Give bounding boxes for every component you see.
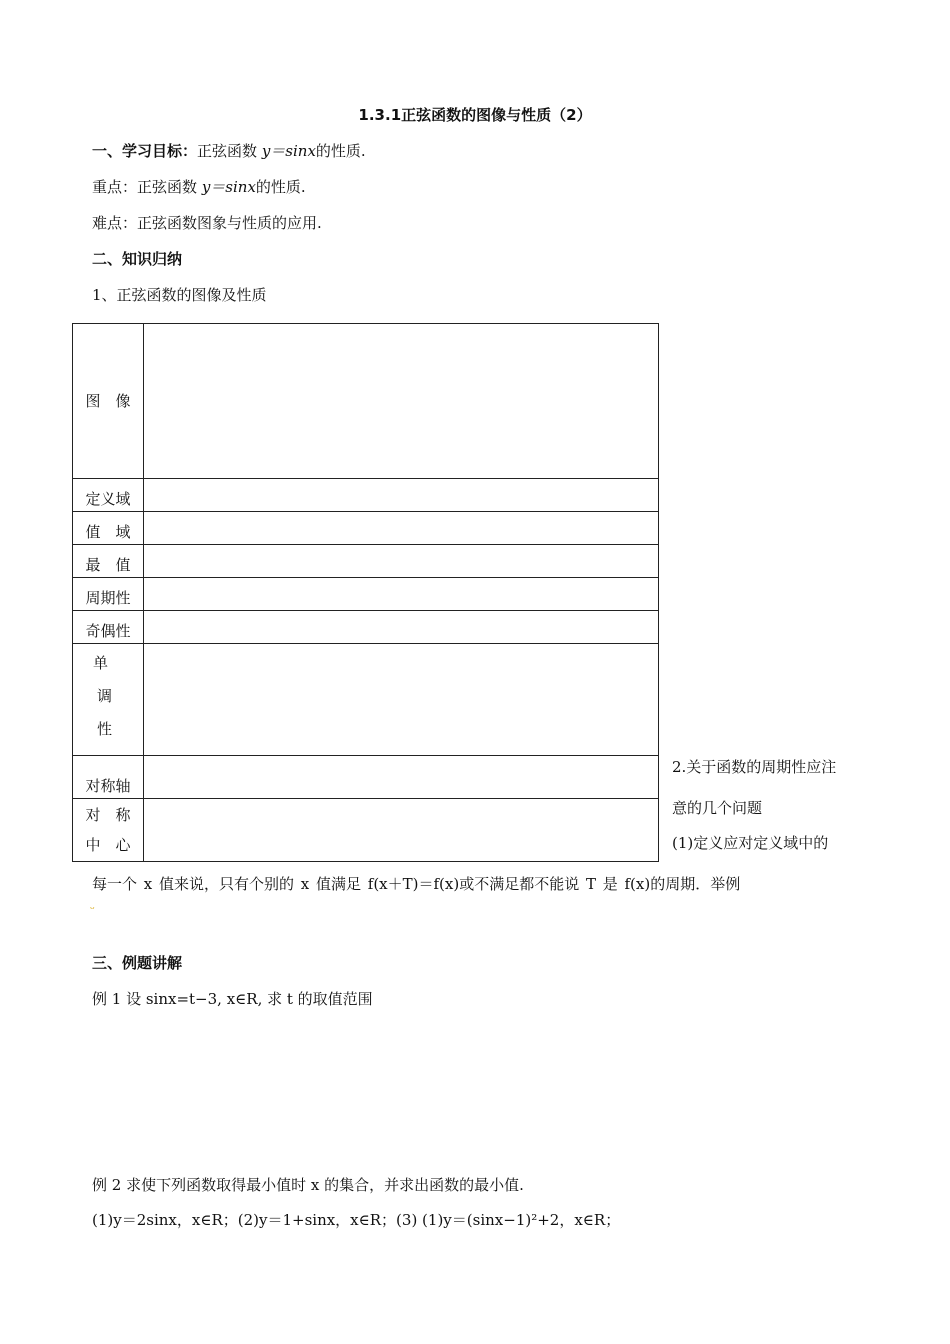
example-2-line-1: 例 2 求使下列函数取得最小值时 x 的集合，并求出函数的最小值. — [92, 1176, 524, 1194]
row-label-monotonicity — [73, 644, 144, 756]
row-label-extremum: 最 值 — [73, 545, 144, 578]
learning-goal — [92, 140, 366, 161]
key-point-formula: y＝sinx — [201, 178, 256, 196]
label-char: 性 — [97, 720, 113, 738]
note-line-4: 每一个 x 值来说，只有个别的 x 值满足 f(x＋T)＝f(x)或不满足都不能说 T 是 f(x)的周期．举例 — [92, 875, 741, 893]
label-char: 调 — [97, 687, 113, 705]
row-label-parity: 奇偶性 — [73, 611, 144, 644]
table-row — [73, 512, 659, 545]
example-1: 例 1 设 sinx=t−3, x∈R, 求 t 的取值范围 — [92, 990, 373, 1008]
row-label-range: 值 域 — [73, 512, 144, 545]
learning-goal-formula: y＝sinx — [261, 142, 316, 160]
cell-symmetry-center — [144, 799, 659, 862]
cell-extremum — [144, 545, 659, 578]
cell-range — [144, 512, 659, 545]
difficulty-label: 难点： — [92, 214, 138, 232]
note-line-2: 意的几个问题 — [672, 799, 763, 817]
revision-mark-icon: ᵕ — [90, 902, 95, 916]
row-label-domain: 定义域 — [73, 479, 144, 512]
table-row — [73, 756, 659, 799]
note-line-1: 2.关于函数的周期性应注 — [672, 758, 837, 776]
table-row — [73, 799, 659, 862]
cell-monotonicity — [144, 644, 659, 756]
learning-goal-heading: 一、学习目标： — [92, 142, 198, 160]
label-char: 单 — [93, 654, 109, 672]
key-point — [92, 176, 306, 197]
key-point-end: 的性质. — [255, 178, 306, 196]
note-line-3: (1)定义应对定义域中的 — [672, 834, 829, 852]
learning-goal-end: 的性质. — [315, 142, 366, 160]
row-label-symmetry-center: 对 称 中 心 — [73, 799, 144, 862]
table-row — [73, 324, 659, 479]
page-title: 1.3.1正弦函数的图像与性质（2） — [358, 106, 592, 124]
section-3-heading: 三、例题讲解 — [92, 954, 183, 972]
table-row — [73, 545, 659, 578]
table-row — [73, 578, 659, 611]
table-row — [73, 644, 659, 756]
cell-period — [144, 578, 659, 611]
properties-table — [72, 323, 659, 862]
row-label-graph: 图 像 — [73, 324, 144, 479]
cell-symmetry-axis — [144, 756, 659, 799]
key-point-label: 重点： — [92, 178, 138, 196]
table-row — [73, 479, 659, 512]
row-label-period: 周期性 — [73, 578, 144, 611]
row-label-symmetry-axis: 对称轴 — [73, 756, 144, 799]
cell-domain — [144, 479, 659, 512]
table-row — [73, 611, 659, 644]
example-2-line-2: (1)y＝2sinx，x∈R；(2)y＝1+sinx，x∈R；(3) (1)y＝(sinx−1)²+2，x∈R； — [92, 1211, 621, 1229]
cell-parity — [144, 611, 659, 644]
difficulty — [92, 212, 322, 233]
section-2-heading: 二、知识归纳 — [92, 250, 183, 268]
key-point-text: 正弦函数 — [137, 178, 198, 196]
difficulty-text: 正弦函数图象与性质的应用. — [137, 214, 322, 232]
cell-graph — [144, 324, 659, 479]
item-1-heading: 1、正弦函数的图像及性质 — [92, 286, 267, 304]
learning-goal-text: 正弦函数 — [197, 142, 258, 160]
